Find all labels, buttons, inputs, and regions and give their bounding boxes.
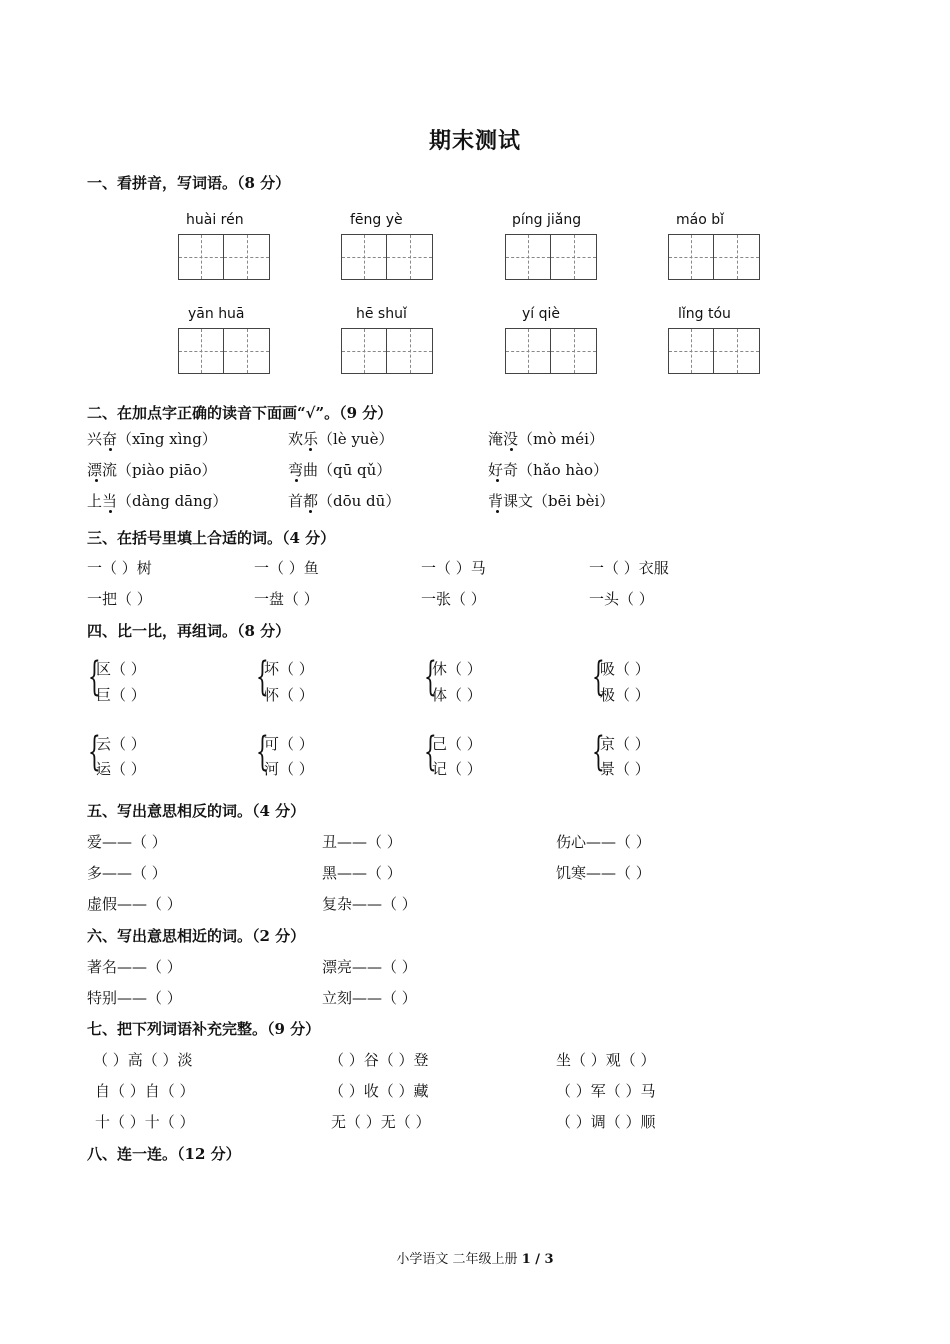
brace-icon: { bbox=[256, 654, 269, 700]
section-5-heading: 五、写出意思相反的词。（4 分） bbox=[87, 802, 306, 820]
emphasis-dot bbox=[95, 479, 98, 482]
brace-icon: { bbox=[592, 654, 605, 700]
pinyin-1: huài rén bbox=[186, 212, 244, 228]
pinyin-8: lǐng tóu bbox=[678, 306, 731, 322]
tianzige-6[interactable] bbox=[341, 328, 433, 374]
s4-item-8[interactable]: 极（ ） bbox=[600, 686, 650, 704]
s7-item-1[interactable]: （ ）高（ ）淡 bbox=[93, 1051, 193, 1069]
s4-item-11[interactable]: 可（ ） bbox=[264, 735, 314, 753]
brace-icon: { bbox=[424, 729, 437, 775]
s5-item-4[interactable]: 多——（ ） bbox=[87, 864, 167, 882]
s5-item-5[interactable]: 黑——（ ） bbox=[322, 864, 402, 882]
s2-item-4: 漂流（piào piāo） bbox=[87, 461, 217, 479]
s3-item-4[interactable]: 一（ ）衣服 bbox=[589, 559, 669, 577]
s4-item-7[interactable]: 吸（ ） bbox=[600, 660, 650, 678]
s3-item-5[interactable]: 一把（ ） bbox=[87, 590, 152, 608]
s4-item-14[interactable]: 记（ ） bbox=[432, 760, 482, 778]
tianzige-1[interactable] bbox=[178, 234, 270, 280]
brace-icon: { bbox=[256, 729, 269, 775]
s2-item-2: 欢乐（lè yuè） bbox=[288, 430, 394, 448]
section-4-heading: 四、比一比，再组词。（8 分） bbox=[87, 622, 291, 640]
s4-item-5[interactable]: 休（ ） bbox=[432, 660, 482, 678]
s2-item-7: 上当（dàng dāng） bbox=[87, 492, 228, 510]
s4-item-13[interactable]: 己（ ） bbox=[432, 735, 482, 753]
s3-item-8[interactable]: 一头（ ） bbox=[589, 590, 654, 608]
section-3-heading: 三、在括号里填上合适的词。（4 分） bbox=[87, 529, 336, 547]
s5-item-8[interactable]: 复杂——（ ） bbox=[322, 895, 417, 913]
tianzige-4[interactable] bbox=[668, 234, 760, 280]
s4-item-2[interactable]: 巨（ ） bbox=[96, 686, 146, 704]
brace-icon: { bbox=[88, 654, 101, 700]
s4-item-1[interactable]: 区（ ） bbox=[96, 660, 146, 678]
s6-item-1[interactable]: 著名——（ ） bbox=[87, 958, 182, 976]
s4-item-10[interactable]: 运（ ） bbox=[96, 760, 146, 778]
emphasis-dot bbox=[496, 479, 499, 482]
pinyin-2: fēng yè bbox=[350, 212, 403, 228]
pinyin-3: píng jiǎng bbox=[512, 212, 582, 228]
s4-item-12[interactable]: 河（ ） bbox=[264, 760, 314, 778]
s7-item-4[interactable]: 自（ ）自（ ） bbox=[95, 1082, 195, 1100]
s6-item-4[interactable]: 立刻——（ ） bbox=[322, 989, 417, 1007]
s3-item-2[interactable]: 一（ ）鱼 bbox=[254, 559, 319, 577]
s3-item-3[interactable]: 一（ ）马 bbox=[421, 559, 486, 577]
brace-icon: { bbox=[592, 729, 605, 775]
s2-item-6: 好奇（hǎo hào） bbox=[488, 461, 609, 479]
brace-icon: { bbox=[88, 729, 101, 775]
page-footer bbox=[0, 1248, 950, 1267]
s7-item-9[interactable]: （ ）调（ ）顺 bbox=[556, 1113, 656, 1131]
tianzige-7[interactable] bbox=[505, 328, 597, 374]
tianzige-3[interactable] bbox=[505, 234, 597, 280]
s3-item-7[interactable]: 一张（ ） bbox=[421, 590, 486, 608]
pinyin-5: yān huā bbox=[188, 306, 245, 322]
emphasis-dot bbox=[496, 510, 499, 513]
tianzige-8[interactable] bbox=[668, 328, 760, 374]
pinyin-7: yí qiè bbox=[522, 306, 561, 322]
section-8-heading: 八、连一连。（12 分） bbox=[87, 1145, 241, 1163]
brace-icon: { bbox=[424, 654, 437, 700]
page-number: 1 / 3 bbox=[521, 1252, 554, 1267]
s7-item-8[interactable]: 无（ ）无（ ） bbox=[331, 1113, 431, 1131]
s5-item-1[interactable]: 爱——（ ） bbox=[87, 833, 167, 851]
s2-item-8: 首都（dōu dū） bbox=[288, 492, 401, 510]
s2-item-9: 背课文（bēi bèi） bbox=[488, 492, 615, 510]
s7-item-6[interactable]: （ ）军（ ）马 bbox=[556, 1082, 656, 1100]
section-2-heading: 二、在加点字正确的读音下面画“√”。（9 分） bbox=[87, 404, 393, 422]
emphasis-dot bbox=[510, 448, 513, 451]
emphasis-dot bbox=[309, 510, 312, 513]
s6-item-2[interactable]: 漂亮——（ ） bbox=[322, 958, 417, 976]
s4-item-9[interactable]: 云（ ） bbox=[96, 735, 146, 753]
s2-item-1: 兴奋（xīng xìng） bbox=[87, 430, 217, 448]
section-7-heading: 七、把下列词语补充完整。（9 分） bbox=[87, 1020, 321, 1038]
s4-item-15[interactable]: 京（ ） bbox=[600, 735, 650, 753]
section-1-heading: 一、看拼音，写词语。（8 分） bbox=[87, 174, 291, 192]
emphasis-dot bbox=[295, 479, 298, 482]
page-title: 期末测试 bbox=[428, 128, 521, 154]
s5-item-3[interactable]: 伤心——（ ） bbox=[556, 833, 651, 851]
s7-item-3[interactable]: 坐（ ）观（ ） bbox=[556, 1051, 656, 1069]
s2-item-3: 淹没（mò méi） bbox=[488, 430, 604, 448]
s7-item-7[interactable]: 十（ ）十（ ） bbox=[95, 1113, 195, 1131]
s7-item-5[interactable]: （ ）收（ ）藏 bbox=[329, 1082, 429, 1100]
s3-item-6[interactable]: 一盘（ ） bbox=[254, 590, 319, 608]
s5-item-6[interactable]: 饥寒——（ ） bbox=[556, 864, 651, 882]
tianzige-5[interactable] bbox=[178, 328, 270, 374]
s7-item-2[interactable]: （ ）谷（ ）登 bbox=[329, 1051, 429, 1069]
s6-item-3[interactable]: 特别——（ ） bbox=[87, 989, 182, 1007]
s5-item-2[interactable]: 丑——（ ） bbox=[322, 833, 402, 851]
s2-item-5: 弯曲（qū qǔ） bbox=[288, 461, 392, 479]
s4-item-3[interactable]: 坏（ ） bbox=[264, 660, 314, 678]
emphasis-dot bbox=[109, 510, 112, 513]
pinyin-4: máo bǐ bbox=[676, 212, 725, 228]
section-6-heading: 六、写出意思相近的词。（2 分） bbox=[87, 927, 306, 945]
emphasis-dot bbox=[109, 448, 112, 451]
s4-item-6[interactable]: 体（ ） bbox=[432, 686, 482, 704]
footer-text: 小学语文 二年级上册 bbox=[396, 1252, 518, 1267]
s5-item-7[interactable]: 虚假——（ ） bbox=[87, 895, 182, 913]
tianzige-2[interactable] bbox=[341, 234, 433, 280]
s4-item-4[interactable]: 怀（ ） bbox=[264, 686, 314, 704]
emphasis-dot bbox=[309, 448, 312, 451]
s3-item-1[interactable]: 一（ ）树 bbox=[87, 559, 152, 577]
s4-item-16[interactable]: 景（ ） bbox=[600, 760, 650, 778]
pinyin-6: hē shuǐ bbox=[356, 306, 407, 322]
